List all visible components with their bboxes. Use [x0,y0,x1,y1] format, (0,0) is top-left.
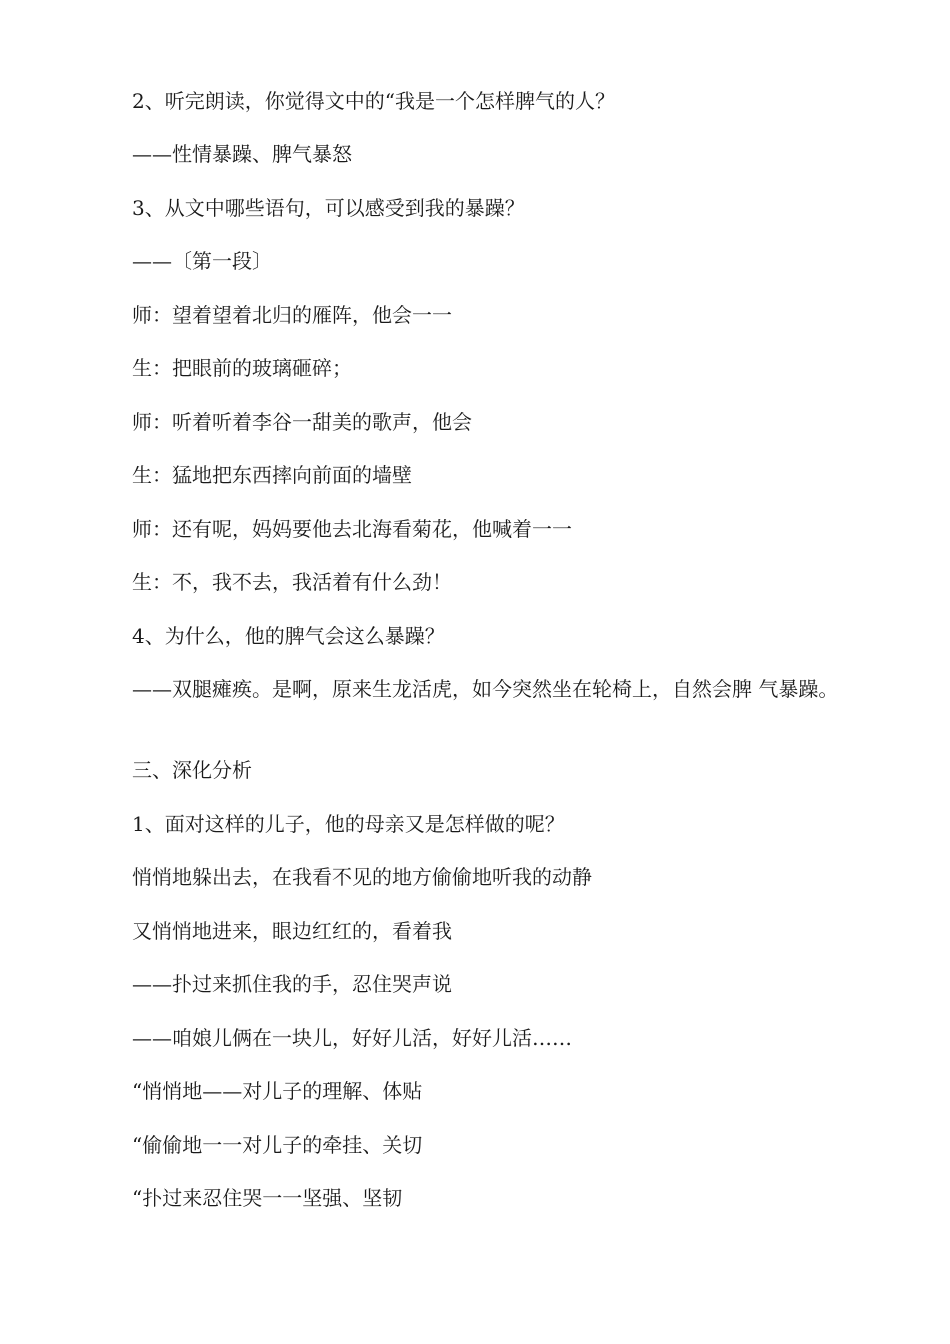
dialogue-student-3: 生：不，我不去，我活着有什么劲！ [132,570,452,594]
question-2: 2、听完朗读，你觉得文中的“我是一个怎样脾气的人？ [132,89,615,113]
analysis-line-1: “悄悄地——对儿子的理解、体贴 [132,1079,423,1103]
answer-4-paragraph: ——双腿瘫痪。是啊，原来生龙活虎，如今突然坐在轮椅上，自然会脾 气暴躁。 [132,677,839,701]
question-3: 3、从文中哪些语句，可以感受到我的暴躁？ [132,196,525,220]
quote-line-4: ——咱娘儿俩在一块儿，好好儿活，好好儿活…… [132,1026,572,1050]
section-heading-3: 三、深化分析 [132,758,252,782]
dialogue-teacher-1: 师：望着望着北归的雁阵，他会一一 [132,303,452,327]
answer-3-section: ——〔第一段〕 [132,249,272,273]
dialogue-student-2: 生：猛地把东西摔向前面的墙壁 [132,463,412,487]
quote-line-3: ——扑过来抓住我的手，忍住哭声说 [132,972,452,996]
question-1: 1、面对这样的儿子，他的母亲又是怎样做的呢？ [132,812,565,836]
analysis-line-3: “扑过来忍住哭一一坚强、坚韧 [132,1186,403,1210]
quote-line-2: 又悄悄地进来，眼边红红的，看着我 [132,919,452,943]
dialogue-student-1: 生：把眼前的玻璃砸碎； [132,356,352,380]
answer-2: ——性情暴躁、脾气暴怒 [132,142,352,166]
dialogue-teacher-2: 师：听着听着李谷一甜美的歌声，他会 [132,410,472,434]
question-4: 4、为什么，他的脾气会这么暴躁？ [132,624,445,648]
analysis-line-2: “偷偷地一一对儿子的牵挂、关切 [132,1133,423,1157]
dialogue-teacher-3: 师：还有呢，妈妈要他去北海看菊花，他喊着一一 [132,517,572,541]
quote-line-1: 悄悄地躲出去，在我看不见的地方偷偷地听我的动静 [132,865,592,889]
